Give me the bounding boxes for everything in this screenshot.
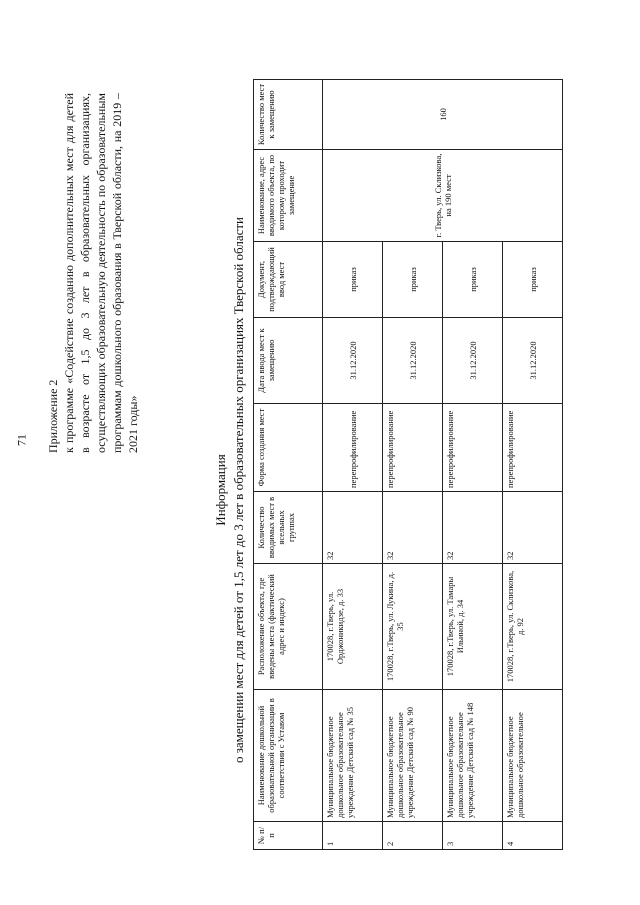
row-date: 31.12.2020 [323,318,383,404]
row-address: 170028, г.Тверь, ул. Тамары Ильиной, д. 34 [443,564,503,690]
document-title: Информация [213,454,228,526]
row-org-name: Муниципальное бюджетное дошкольное образовательное [503,690,563,822]
header-org-name: Наименование дошкольной образовательной организации в соответствии с Уставом [254,690,323,822]
appendix-block [45,93,141,453]
row-num: 4 [503,822,563,850]
header-date: Дата ввода мест к замещению [254,318,323,404]
row-count: 32 [503,492,563,564]
row-num: 1 [323,822,383,850]
page-number: 71 [14,434,29,446]
row-form: перепрофилирование [443,404,503,492]
row-count: 32 [323,492,383,564]
row-address: 170028, г.Тверь, ул. Лукина, д. 35 [383,564,443,690]
row-document: приказ [383,242,443,318]
row-num: 2 [383,822,443,850]
header-object: Наименование, адрес вводимого объекта, по которому проходит замещение [254,150,323,242]
row-org-name: Муниципальное бюджетное дошкольное образовательное учреждение Детский сад № 35 [323,690,383,822]
header-num: № п/п [254,822,323,850]
row-form: перепрофилирование [383,404,443,492]
row-document: приказ [323,242,383,318]
row-org-name: Муниципальное бюджетное дошкольное образовательное учреждение Детский сад № 90 [383,690,443,822]
header-places: Количество мест к замещению [254,80,323,150]
header-form: Форма создания мест [254,404,323,492]
row-num: 3 [443,822,503,850]
merged-object: г. Тверь, ул. Склизкова, на 190 мест [323,150,563,242]
header-count: Количество вводимых мест в ясельных группах [254,492,323,564]
places-table [253,79,563,850]
row-date: 31.12.2020 [503,318,563,404]
row-form: перепрофилирование [323,404,383,492]
row-document: приказ [503,242,563,318]
row-document: приказ [443,242,503,318]
table-row [323,80,383,850]
appendix-label: Приложение 2 [46,379,60,453]
merged-places: 160 [323,80,563,150]
row-count: 32 [443,492,503,564]
document-sheet [35,75,610,905]
document-subtitle: о замещении мест для детей от 1,5 лет до 3 лет в образовательных организациях Тверской области [231,216,246,764]
row-address: 170028, г.Тверь, ул. Склизкова, д. 92 [503,564,563,690]
row-date: 31.12.2020 [443,318,503,404]
header-document: Документ, подтверждающий ввод мест [254,242,323,318]
row-count: 32 [383,492,443,564]
table-header-row [254,80,323,850]
row-form: перепрофилирование [503,404,563,492]
row-org-name: Муниципальное бюджетное дошкольное образовательное учреждение Детский сад № 148 [443,690,503,822]
row-date: 31.12.2020 [383,318,443,404]
appendix-text: к программе «Содействие созданию дополнительных мест для детей в возрасте от 1,5 до 3 лет в образовательных организациях, осуществляющих образовательную деятельность по образовательным программам дошкольного образования в Тверской области, на 2019 – 2021 годы» [62,93,140,453]
row-address: 170028, г.Тверь, ул. Орджоникидзе, д. 33 [323,564,383,690]
header-address: Расположение объекта, где введены места (фактический адрес и индекс) [254,564,323,690]
